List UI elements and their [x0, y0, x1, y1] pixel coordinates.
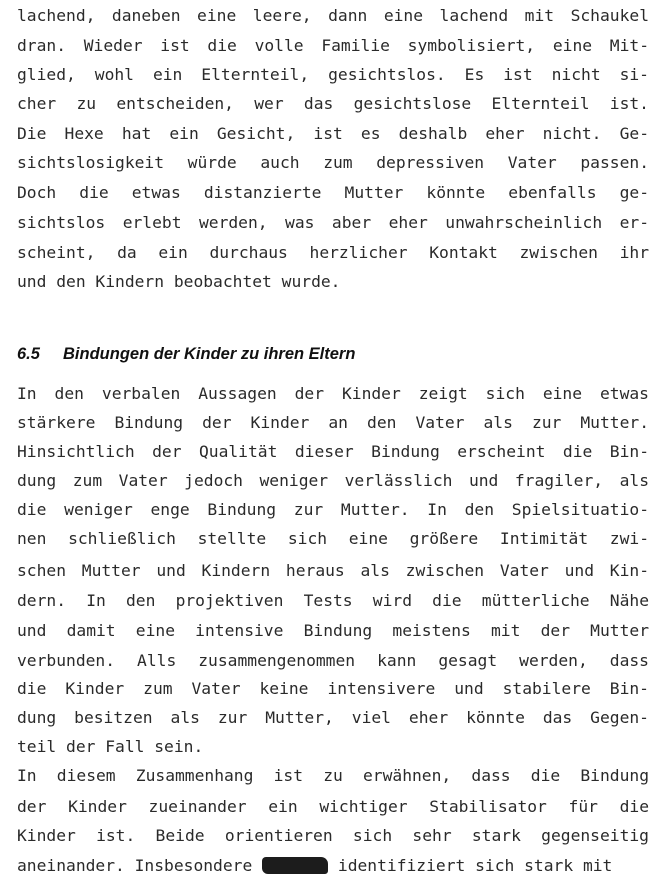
text-line: Doch die etwas distanzierte Mutter könnte ebenfalls ge-: [17, 183, 649, 202]
text-line: die Kinder zum Vater keine intensivere und stabilere Bin-: [17, 679, 649, 698]
text-line: Hinsichtlich der Qualität dieser Bindung erscheint die Bin-: [17, 442, 649, 461]
text-line: [17, 856, 649, 876]
text-line: Kinder ist. Beide orientieren sich sehr stark gegenseitig: [17, 826, 649, 845]
text-line: und den Kindern beobachtet wurde.: [17, 272, 341, 291]
text-line: die weniger enge Bindung zur Mutter. In den Spielsituatio-: [17, 500, 649, 519]
text-line: scheint, da ein durchaus herzlicher Kontakt zwischen ihr: [17, 243, 649, 262]
section-heading: [17, 345, 355, 364]
text-line: glied, wohl ein Elternteil, gesichtslos. Es ist nicht si-: [17, 65, 649, 84]
text-line: nen schließlich stellte sich eine größere Intimität zwi-: [17, 529, 649, 548]
section-number: 6.5: [17, 345, 40, 363]
text-line: In den verbalen Aussagen der Kinder zeigt sich eine etwas: [17, 384, 649, 403]
text-line: schen Mutter und Kindern heraus als zwischen Vater und Kin-: [17, 561, 649, 580]
text-line: cher zu entscheiden, wer das gesichtslose Elternteil ist.: [17, 94, 649, 113]
text-line: dern. In den projektiven Tests wird die mütterliche Nähe: [17, 591, 649, 610]
text-line: und damit eine intensive Bindung meistens mit der Mutter: [17, 621, 649, 640]
text-line: Die Hexe hat ein Gesicht, ist es deshalb eher nicht. Ge-: [17, 124, 649, 143]
text-line: sichtslos erlebt werden, was aber eher unwahrscheinlich er-: [17, 213, 649, 232]
text-line: dung besitzen als zur Mutter, viel eher könnte das Gegen-: [17, 708, 649, 727]
line-text-before: aneinander. Insbesondere: [17, 856, 253, 875]
text-line: In diesem Zusammenhang ist zu erwähnen, dass die Bindung: [17, 766, 649, 785]
text-line: stärkere Bindung der Kinder an den Vater als zur Mutter.: [17, 413, 649, 432]
line-text-after: identifiziert sich stark mit: [337, 856, 613, 875]
section-title: Bindungen der Kinder zu ihren Eltern: [63, 345, 356, 363]
text-line: teil der Fall sein.: [17, 737, 204, 756]
text-line: der Kinder zueinander ein wichtiger Stabilisator für die: [17, 797, 649, 816]
text-line: dran. Wieder ist die volle Familie symbolisiert, eine Mit-: [17, 36, 649, 55]
text-line: dung zum Vater jedoch weniger verlässlich und fragiler, als: [17, 471, 649, 490]
text-line: verbunden. Alls zusammengenommen kann gesagt werden, dass: [17, 651, 649, 670]
redaction-mark: [262, 857, 328, 874]
text-line: lachend, daneben eine leere, dann eine lachend mit Schaukel: [17, 6, 649, 25]
text-line: sichtslosigkeit würde auch zum depressiven Vater passen.: [17, 153, 649, 172]
